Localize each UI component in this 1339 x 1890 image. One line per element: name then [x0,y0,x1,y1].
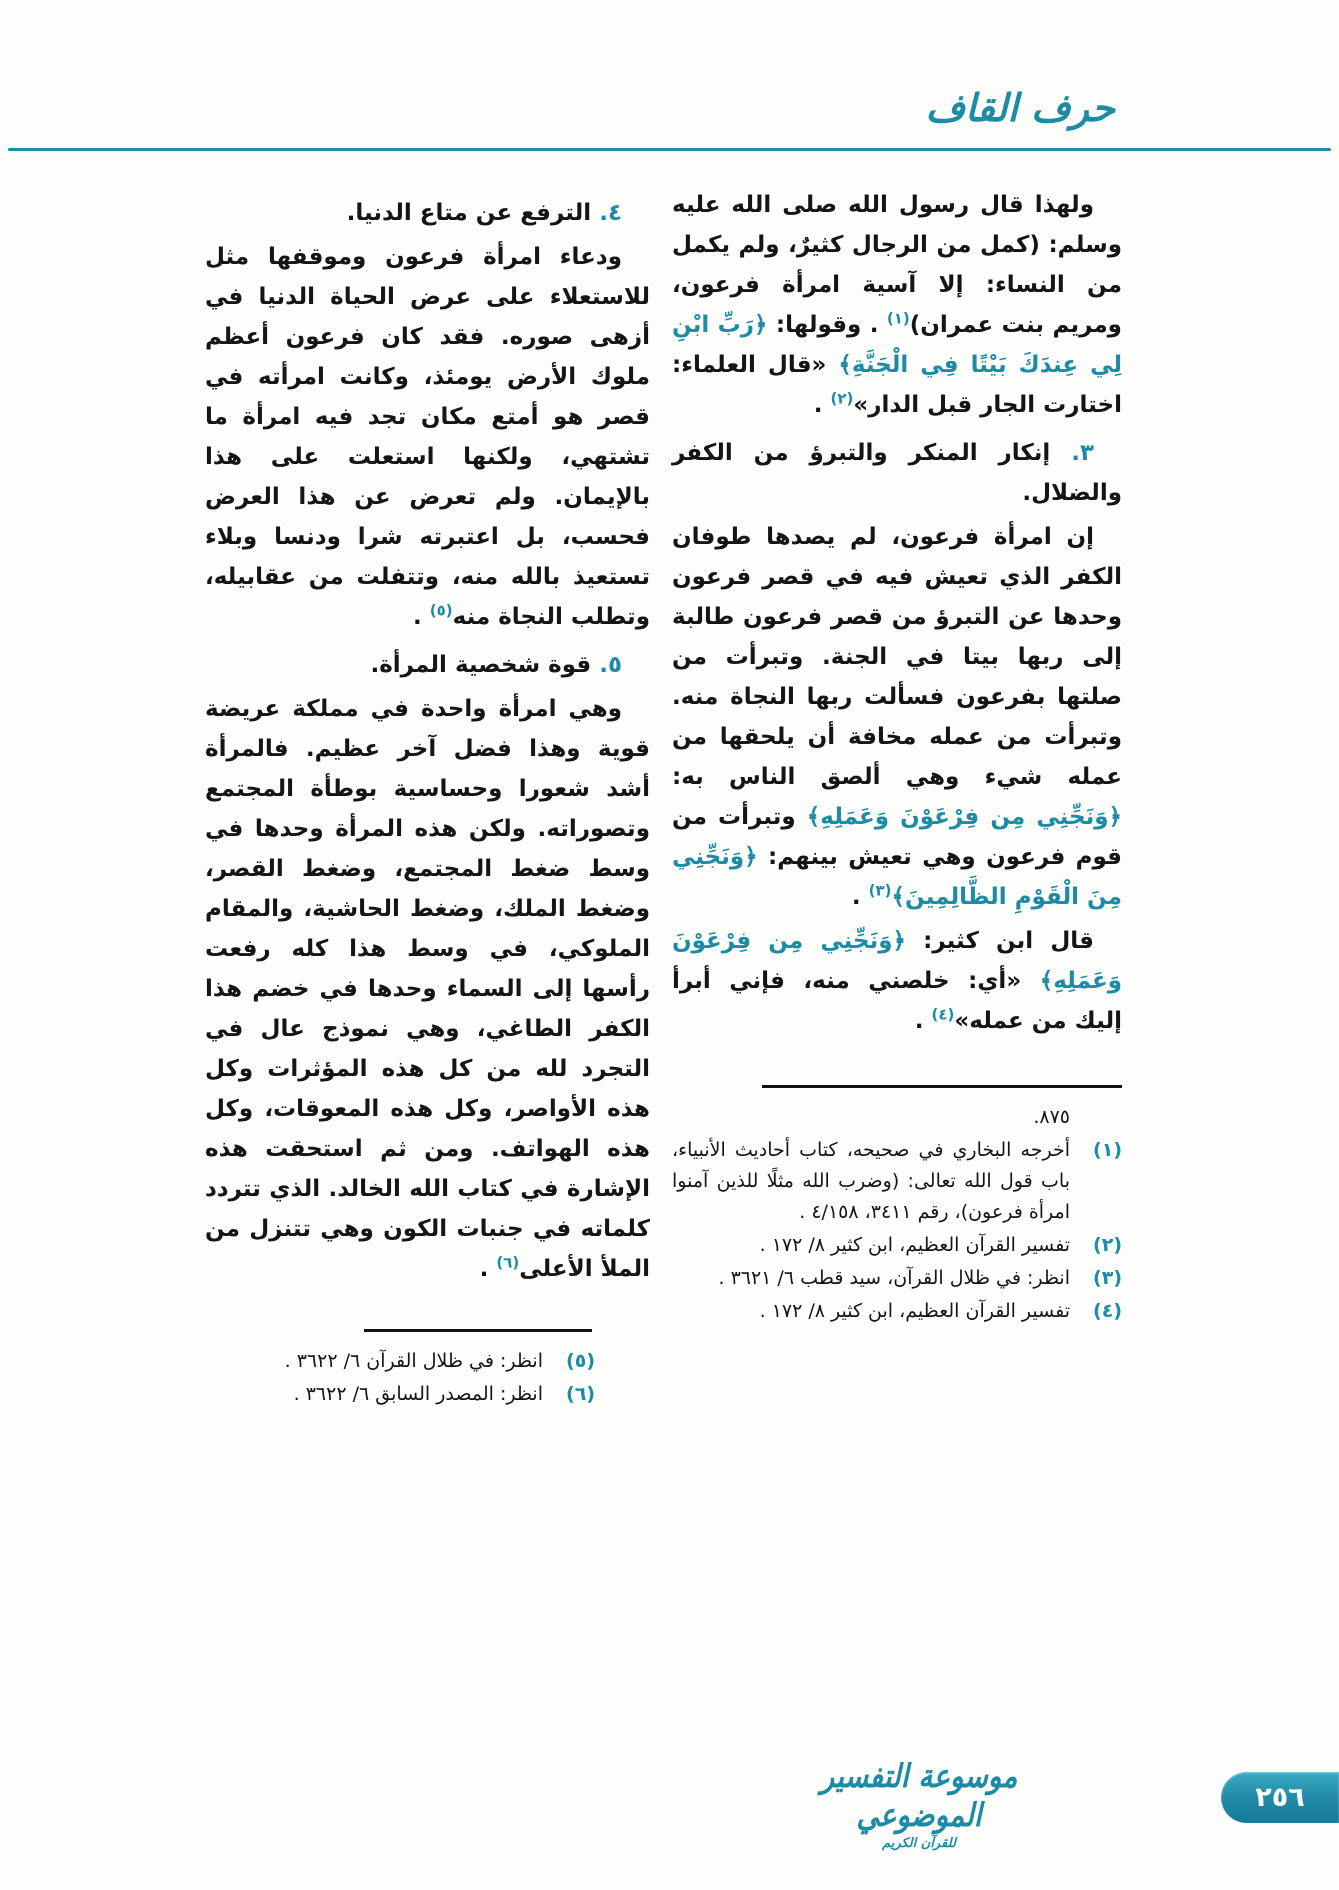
paragraph [672,921,1122,1041]
paragraph [672,517,1122,917]
paragraph [672,185,1122,425]
section-heading [205,645,650,685]
quran-verse: ﴿وَنَجِّنِي مِنَ الْقَوْمِ الظَّالِمِينَ﴾ [672,844,1122,910]
footnote-number: (٢) [1093,1234,1122,1256]
right-column [672,185,1122,1329]
footnote-text: انظر: المصدر السابق ٦/ ٣٦٢٢ . [293,1383,543,1405]
page-number: ٢٥٦ [1255,1782,1305,1813]
section-heading [672,433,1122,513]
footnote-text: تفسير القرآن العظيم، ابن كثير ٨/ ١٧٢ . [759,1300,1070,1322]
chapter-title: حرف القاف [925,86,1115,130]
publisher-logo-title: موسوعة التفسير الموضوعي [820,1756,1018,1834]
paragraph [205,689,650,1289]
text-run: قوة شخصية المرأة. [370,652,592,678]
quran-verse: ﴿وَنَجِّنِي مِن فِرْعَوْنَ وَعَمَلِهِ﴾ [672,928,1122,994]
footnote [672,1263,1122,1294]
text-run: إنكار المنكر والتبرؤ من الكفر والضلال. [672,440,1122,506]
footnote-marker: (٢) [830,389,854,408]
header-divider [8,148,1331,151]
footnote-marker: (٣) [868,881,892,900]
footnote-text: انظر: في ظلال القرآن ٦/ ٣٦٢٢ . [284,1350,543,1372]
footnote-number: (٣) [1093,1267,1122,1289]
heading-number: ٥. [591,652,622,678]
footnote [672,1230,1122,1261]
publisher-logo-subtitle: للقرآن الكريم [882,1836,956,1851]
text-run: وتبرأت من قوم فرعون وهي تعيش بينهم: [672,804,1122,870]
quran-verse: ﴿وَنَجِّنِي مِن فِرْعَوْنَ وَعَمَلِهِ﴾ [806,804,1123,830]
section-heading [205,193,650,233]
footnote-marker: (١) [886,309,910,328]
quran-verse: ﴿رَبِّ ابْنِ لِي عِندَكَ بَيْتًا فِي الْجَنَّةِ﴾ [672,312,1122,378]
text-run: ودعاء امرأة فرعون وموقفها مثل للاستعلاء على عرض الحياة الدنيا في أزهى صوره. فقد كان فرعون أعظم ملوك الأرض يومئذ، وكانت امرأته في قصر هو أمتع مكان تجد فيه امرأة ما تشتهي، ولكنها استعلت على هذا بالإيمان. ولم تعرض عن هذا العرض فحسب، بل اعتبرته شرا ودنسا وبلاء تستعيذ بالله منه، وتتفلت من عقابيله، وتطلب النجاة منه [205,244,650,630]
publisher-logo [809,1756,1029,1851]
footnote-marker: (٤) [931,1005,955,1024]
footnote-number: (٥) [566,1350,595,1372]
text-run: «أي: خلصني منه، فإني أبرأ إليك من عمله» [672,968,1122,1034]
left-column-text [205,193,650,1289]
footnote-separator [364,1329,592,1332]
page-number-badge [1221,1772,1339,1823]
left-column [205,185,650,1412]
footnote-number [1078,1102,1122,1133]
footnote-number: (١) [1093,1139,1122,1161]
text-run: الترفع عن متاع الدنيا. [346,200,592,226]
right-column-text [672,185,1122,1041]
paragraph [205,237,650,637]
text-run: . وقولها: [767,312,887,338]
footnote [205,1346,595,1377]
footnote-text: تفسير القرآن العظيم، ابن كثير ٨/ ١٧٢ . [759,1234,1070,1256]
text-run: وهي امرأة واحدة في مملكة عريضة قوية وهذا فضل آخر عظيم. فالمرأة أشد شعورا وحساسية بوطأة المجتمع وتصوراته. ولكن هذه المرأة وحدها في وسط ضغط المجتمع، وضغط القصر، وضغط الملك، وضغط الحاشية، والمقام الملوكي، في وسط هذا كله رفعت رأسها إلى السماء وحدها في خضم هذا الكفر الطاغي، وهي نموذج عال في التجرد لله من كل هذه المؤثرات وكل هذه الأواصر، وكل هذه المعوقات، وكل هذه الهواتف. ومن ثم استحقت هذه الإشارة في كتاب الله الخالد. الذي تتردد كلماته في جنبات الكون وهي تتنزل من الملأ الأعلى [205,696,650,1282]
footnote [672,1135,1122,1228]
footnote-text: ٨٧٥. [1033,1106,1070,1128]
heading-number: ٤. [591,200,622,226]
footnote-separator [762,1085,1122,1088]
footnote-text: انظر: في ظلال القرآن، سيد قطب ٦/ ٣٦٢١ . [718,1267,1070,1289]
footnote-marker: (٦) [496,1253,520,1272]
footnote-marker: (٥) [429,601,453,620]
text-run: . [813,392,831,418]
footnote-text: أخرجه البخاري في صحيحه، كتاب أحاديث الأنبياء، باب قول الله تعالى: (وضرب الله مثلًا للذين آمنوا امرأة فرعون)، رقم ٣٤١١، ٤/١٥٨ . [672,1139,1070,1223]
text-run: «قال العلماء: اختارت الجار قبل الدار» [672,352,1122,418]
footnote-number: (٦) [566,1383,595,1405]
text-run: . [851,884,869,910]
footnote [205,1379,595,1410]
text-run: إن امرأة فرعون، لم يصدها طوفان الكفر الذي تعيش فيه في قصر فرعون وحدها عن التبرؤ من قصر فرعون طالبة إلى ربها بيتا في الجنة. وتبرأت من صلتها بفرعون فسألت ربها النجاة منه. وتبرأت من عمله مخافة أن يلحقها من عمله شيء وهي ألصق الناس به: [672,524,1122,790]
footnote [672,1296,1122,1327]
text-run: ولهذا قال رسول الله صلى الله عليه وسلم: (كمل من الرجال كثيرٌ، ولم يكمل من النساء: إلا آسية امرأة فرعون، ومريم بنت عمران) [672,192,1122,338]
footnote-number: (٤) [1093,1300,1122,1322]
heading-number: ٣. [1050,440,1094,466]
text-run: . [479,1256,497,1282]
text-run: قال ابن كثير: [906,928,1094,954]
text-run: . [914,1008,932,1034]
left-footnotes [205,1346,595,1410]
right-footnotes [672,1102,1122,1327]
text-run: . [413,604,430,630]
footnote [672,1102,1122,1133]
